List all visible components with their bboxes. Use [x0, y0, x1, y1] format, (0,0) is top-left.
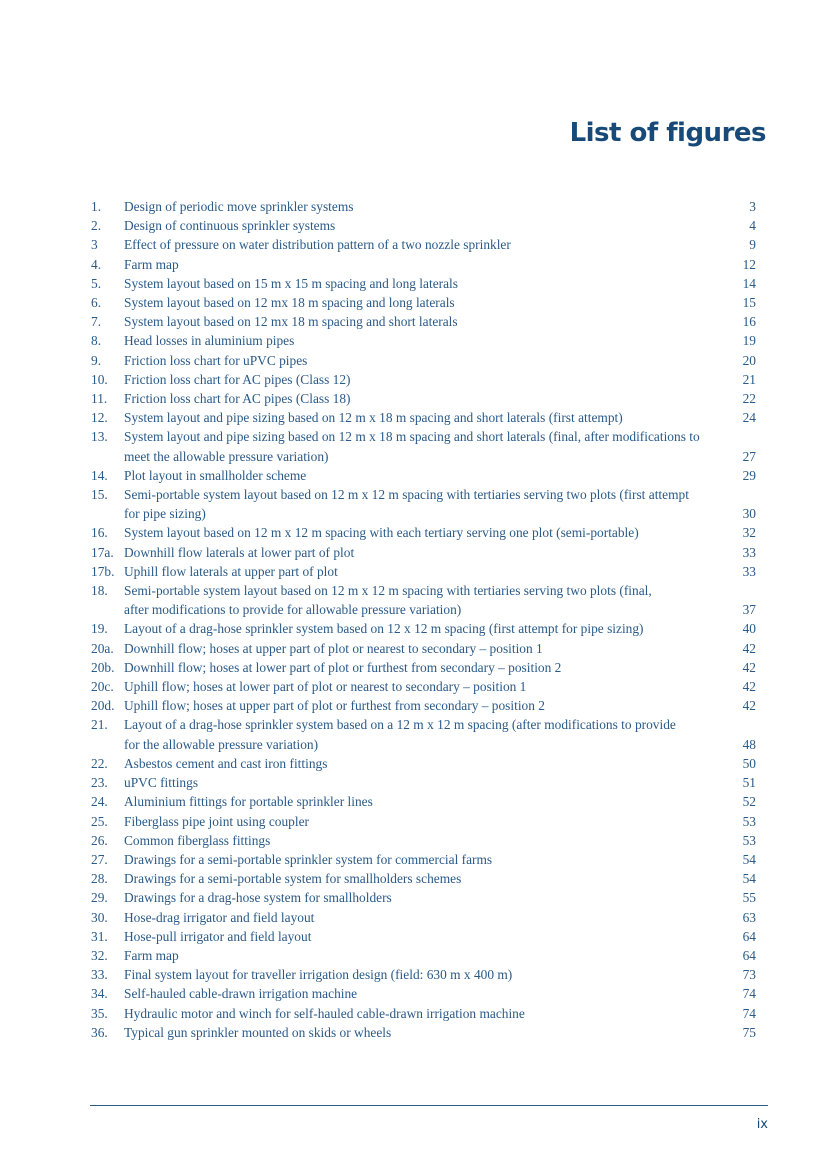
figure-entry — [91, 370, 756, 389]
figure-number: 6. — [91, 295, 102, 311]
figure-number: 21. — [91, 717, 108, 733]
figure-title-line: Uphill flow; hoses at lower part of plot or nearest to secondary – position 1 — [124, 679, 527, 695]
figure-page-number: 64 — [742, 947, 756, 963]
figure-entry — [91, 677, 756, 696]
figure-title — [124, 197, 716, 216]
figure-title — [124, 581, 716, 619]
figure-title — [124, 1004, 716, 1023]
figure-list — [91, 197, 756, 1042]
figure-entry — [91, 639, 756, 658]
figure-number: 28. — [91, 871, 108, 887]
figure-number: 32. — [91, 947, 108, 963]
figure-page-number: 29 — [742, 467, 756, 483]
figure-title-line: Downhill flow laterals at lower part of plot — [124, 544, 355, 560]
figure-entry — [91, 235, 756, 254]
figure-page-number: 19 — [742, 333, 756, 349]
figure-title — [124, 754, 716, 773]
figure-title — [124, 274, 716, 293]
figure-entry — [91, 216, 756, 235]
figure-page-number: 54 — [742, 851, 756, 867]
figure-entry — [91, 1004, 756, 1023]
figure-title — [124, 850, 716, 869]
figure-entry — [91, 927, 756, 946]
figure-title-line: System layout and pipe sizing based on 12 m x 18 m spacing and short laterals (final, after modifications to — [124, 429, 700, 445]
figure-entry — [91, 773, 756, 792]
figure-number: 27. — [91, 851, 108, 867]
figure-number: 34. — [91, 986, 108, 1002]
figure-title — [124, 216, 716, 235]
figure-title — [124, 331, 716, 350]
figure-page-number: 4 — [749, 218, 756, 234]
figure-entry — [91, 408, 756, 427]
figure-number: 30. — [91, 909, 108, 925]
figure-number: 20c. — [91, 679, 114, 695]
figure-title — [124, 1023, 716, 1042]
figure-title — [124, 927, 716, 946]
figure-title — [124, 235, 716, 254]
figure-number: 35. — [91, 1005, 108, 1021]
figure-title — [124, 293, 716, 312]
figure-number: 8. — [91, 333, 102, 349]
figure-page-number: 51 — [742, 775, 756, 791]
figure-title-line: Final system layout for traveller irrigation design (field: 630 m x 400 m) — [124, 967, 513, 983]
figure-number: 14. — [91, 467, 108, 483]
figure-page-number: 15 — [742, 295, 756, 311]
figure-number: 31. — [91, 928, 108, 944]
figure-page-number: 30 — [742, 506, 756, 522]
figure-title — [124, 466, 716, 485]
figure-number: 29. — [91, 890, 108, 906]
figure-page-number: 27 — [742, 448, 756, 464]
figure-number: 33. — [91, 967, 108, 983]
figure-page-number: 42 — [742, 679, 756, 695]
figure-number: 17a. — [91, 544, 114, 560]
figure-title — [124, 562, 716, 581]
figure-title-line: System layout and pipe sizing based on 12 m x 18 m spacing and short laterals (first attempt) — [124, 410, 623, 426]
figure-title-line: Semi-portable system layout based on 12 m x 12 m spacing with tertiaries serving two plots (final, — [124, 583, 652, 599]
figure-title-line: Layout of a drag-hose sprinkler system based on 12 x 12 m spacing (first attempt for pipe sizing) — [124, 621, 644, 637]
figure-number: 12. — [91, 410, 108, 426]
figure-title-line: uPVC fittings — [124, 775, 199, 791]
figure-page-number: 50 — [742, 755, 756, 771]
figure-title-line: Common fiberglass fittings — [124, 832, 271, 848]
figure-title — [124, 677, 716, 696]
figure-title-line: Hose-drag irrigator and field layout — [124, 909, 315, 925]
figure-number: 10. — [91, 371, 108, 387]
figure-page-number: 74 — [742, 986, 756, 1002]
figure-title-line: Semi-portable system layout based on 12 m x 12 m spacing with tertiaries serving two plots (first attempt — [124, 487, 689, 503]
figure-entry — [91, 543, 756, 562]
figure-title — [124, 485, 716, 523]
figure-title — [124, 908, 716, 927]
figure-entry — [91, 197, 756, 216]
figure-entry — [91, 389, 756, 408]
figure-entry — [91, 965, 756, 984]
figure-entry — [91, 562, 756, 581]
figure-title — [124, 639, 716, 658]
figure-title-line: for the allowable pressure variation) — [124, 736, 319, 752]
figure-title — [124, 389, 716, 408]
figure-title-line: Drawings for a semi-portable system for smallholders schemes — [124, 871, 462, 887]
figure-title-line: Design of continuous sprinkler systems — [124, 218, 336, 234]
figure-number: 13. — [91, 429, 108, 445]
page-title: List of figures — [569, 118, 766, 148]
figure-entry — [91, 485, 756, 523]
figure-entry — [91, 658, 756, 677]
figure-title-line: Asbestos cement and cast iron fittings — [124, 755, 328, 771]
figure-number: 20b. — [91, 659, 115, 675]
figure-number: 25. — [91, 813, 108, 829]
footer-divider — [90, 1105, 768, 1106]
figure-title — [124, 408, 716, 427]
figure-title — [124, 619, 716, 638]
figure-entry — [91, 696, 756, 715]
figure-title-line: Head losses in aluminium pipes — [124, 333, 295, 349]
figure-entry — [91, 581, 756, 619]
figure-entry — [91, 351, 756, 370]
figure-entry — [91, 312, 756, 331]
figure-title-line: Friction loss chart for uPVC pipes — [124, 352, 308, 368]
figure-number: 18. — [91, 583, 108, 599]
figure-title-line: Plot layout in smallholder scheme — [124, 467, 307, 483]
figure-page-number: 42 — [742, 698, 756, 714]
page-number: ix — [756, 1117, 768, 1132]
figure-title-line: meet the allowable pressure variation) — [124, 448, 329, 464]
figure-number: 16. — [91, 525, 108, 541]
figure-title-line: Layout of a drag-hose sprinkler system based on a 12 m x 12 m spacing (after modifications to provide — [124, 717, 676, 733]
figure-number: 36. — [91, 1024, 108, 1040]
figure-page-number: 33 — [742, 544, 756, 560]
figure-title — [124, 812, 716, 831]
figure-title — [124, 984, 716, 1003]
figure-entry — [91, 812, 756, 831]
figure-title-line: Farm map — [124, 256, 179, 272]
figure-title — [124, 869, 716, 888]
figure-title-line: Uphill flow laterals at upper part of plot — [124, 563, 338, 579]
figure-number: 2. — [91, 218, 102, 234]
figure-number: 1. — [91, 199, 102, 214]
figure-title — [124, 888, 716, 907]
figure-page-number: 42 — [742, 640, 756, 656]
figure-title — [124, 965, 716, 984]
figure-title-line: Aluminium fittings for portable sprinkler lines — [124, 794, 373, 810]
figure-number: 5. — [91, 275, 102, 291]
figure-entry — [91, 792, 756, 811]
figure-title — [124, 523, 716, 542]
figure-entry — [91, 946, 756, 965]
figure-title-line: Friction loss chart for AC pipes (Class 12) — [124, 371, 351, 387]
figure-title-line: Uphill flow; hoses at upper part of plot or furthest from secondary – position 2 — [124, 698, 545, 714]
figure-page-number: 33 — [742, 563, 756, 579]
figure-number: 22. — [91, 755, 108, 771]
figure-number: 24. — [91, 794, 108, 810]
figure-page-number: 40 — [742, 621, 756, 637]
figure-title — [124, 658, 716, 677]
figure-number: 4. — [91, 256, 102, 272]
figure-entry — [91, 466, 756, 485]
figure-entry — [91, 427, 756, 465]
figure-number: 19. — [91, 621, 108, 637]
figure-entry — [91, 255, 756, 274]
figure-title — [124, 312, 716, 331]
figure-entry — [91, 850, 756, 869]
figure-entry — [91, 1023, 756, 1042]
figure-page-number: 63 — [742, 909, 756, 925]
figure-title-line: Hose-pull irrigator and field layout — [124, 928, 312, 944]
figure-page-number: 75 — [742, 1024, 756, 1040]
figure-page-number: 53 — [742, 832, 756, 848]
figure-number: 11. — [91, 391, 108, 407]
figure-title-line: Drawings for a drag-hose system for smallholders — [124, 890, 392, 906]
figure-entry — [91, 888, 756, 907]
figure-page-number: 48 — [742, 736, 756, 752]
figure-entry — [91, 715, 756, 753]
figure-entry — [91, 754, 756, 773]
figure-title-line: Hydraulic motor and winch for self-hauled cable-drawn irrigation machine — [124, 1005, 525, 1021]
figure-page-number: 53 — [742, 813, 756, 829]
figure-entry — [91, 274, 756, 293]
figure-title-line: System layout based on 12 m x 12 m spacing with each tertiary serving one plot (semi-portable) — [124, 525, 639, 541]
figure-title-line: System layout based on 15 m x 15 m spacing and long laterals — [124, 275, 458, 291]
figure-entry — [91, 908, 756, 927]
figure-number: 7. — [91, 314, 102, 330]
figure-title-line: Self-hauled cable-drawn irrigation machine — [124, 986, 358, 1002]
figure-entry — [91, 619, 756, 638]
figure-title — [124, 792, 716, 811]
figure-page-number: 22 — [742, 391, 756, 407]
figure-number: 9. — [91, 352, 102, 368]
figure-entry — [91, 523, 756, 542]
figure-title — [124, 543, 716, 562]
figure-page-number: 9 — [749, 237, 756, 253]
figure-page-number: 20 — [742, 352, 756, 368]
figure-title — [124, 773, 716, 792]
figure-page-number: 3 — [749, 199, 756, 214]
figure-title — [124, 351, 716, 370]
figure-page-number: 52 — [742, 794, 756, 810]
figure-page-number: 55 — [742, 890, 756, 906]
figure-page-number: 12 — [742, 256, 756, 272]
figure-number: 15. — [91, 487, 108, 503]
figure-entry — [91, 869, 756, 888]
figure-title-line: System layout based on 12 mx 18 m spacing and long laterals — [124, 295, 455, 311]
figure-title-line: Design of periodic move sprinkler systems — [124, 199, 354, 214]
figure-title-line: for pipe sizing) — [124, 506, 206, 522]
figure-title — [124, 427, 716, 465]
figure-title — [124, 255, 716, 274]
figure-title-line: Typical gun sprinkler mounted on skids or wheels — [124, 1024, 392, 1040]
figure-number: 23. — [91, 775, 108, 791]
figure-title-line: after modifications to provide for allowable pressure variation) — [124, 602, 462, 618]
figure-title-line: Drawings for a semi-portable sprinkler system for commercial farms — [124, 851, 493, 867]
figure-title — [124, 946, 716, 965]
figure-page-number: 37 — [742, 602, 756, 618]
figure-entry — [91, 984, 756, 1003]
figure-title — [124, 696, 716, 715]
figure-page-number: 42 — [742, 659, 756, 675]
figure-page-number: 64 — [742, 928, 756, 944]
figure-page-number: 54 — [742, 871, 756, 887]
figure-number: 26. — [91, 832, 108, 848]
figure-title-line: Friction loss chart for AC pipes (Class 18) — [124, 391, 351, 407]
figure-page-number: 73 — [742, 967, 756, 983]
figure-entry — [91, 831, 756, 850]
figure-page-number: 21 — [742, 371, 756, 387]
figure-title-line: Effect of pressure on water distribution pattern of a two nozzle sprinkler — [124, 237, 511, 253]
figure-page-number: 16 — [742, 314, 756, 330]
figure-entry — [91, 293, 756, 312]
figure-page-number: 74 — [742, 1005, 756, 1021]
figure-number: 3 — [91, 237, 98, 253]
figure-title — [124, 831, 716, 850]
figure-number: 20a. — [91, 640, 114, 656]
figure-title — [124, 370, 716, 389]
figure-title-line: Downhill flow; hoses at upper part of plot or nearest to secondary – position 1 — [124, 640, 543, 656]
figure-title-line: Downhill flow; hoses at lower part of plot or furthest from secondary – position 2 — [124, 659, 562, 675]
figure-title-line: Farm map — [124, 947, 179, 963]
figure-page-number: 32 — [742, 525, 756, 541]
figure-number: 17b. — [91, 563, 115, 579]
figure-entry — [91, 331, 756, 350]
figure-page-number: 14 — [742, 275, 756, 291]
figure-title — [124, 715, 716, 753]
figure-page-number: 24 — [742, 410, 756, 426]
figure-number: 20d. — [91, 698, 115, 714]
figure-title-line: System layout based on 12 mx 18 m spacing and short laterals — [124, 314, 458, 330]
figure-title-line: Fiberglass pipe joint using coupler — [124, 813, 309, 829]
